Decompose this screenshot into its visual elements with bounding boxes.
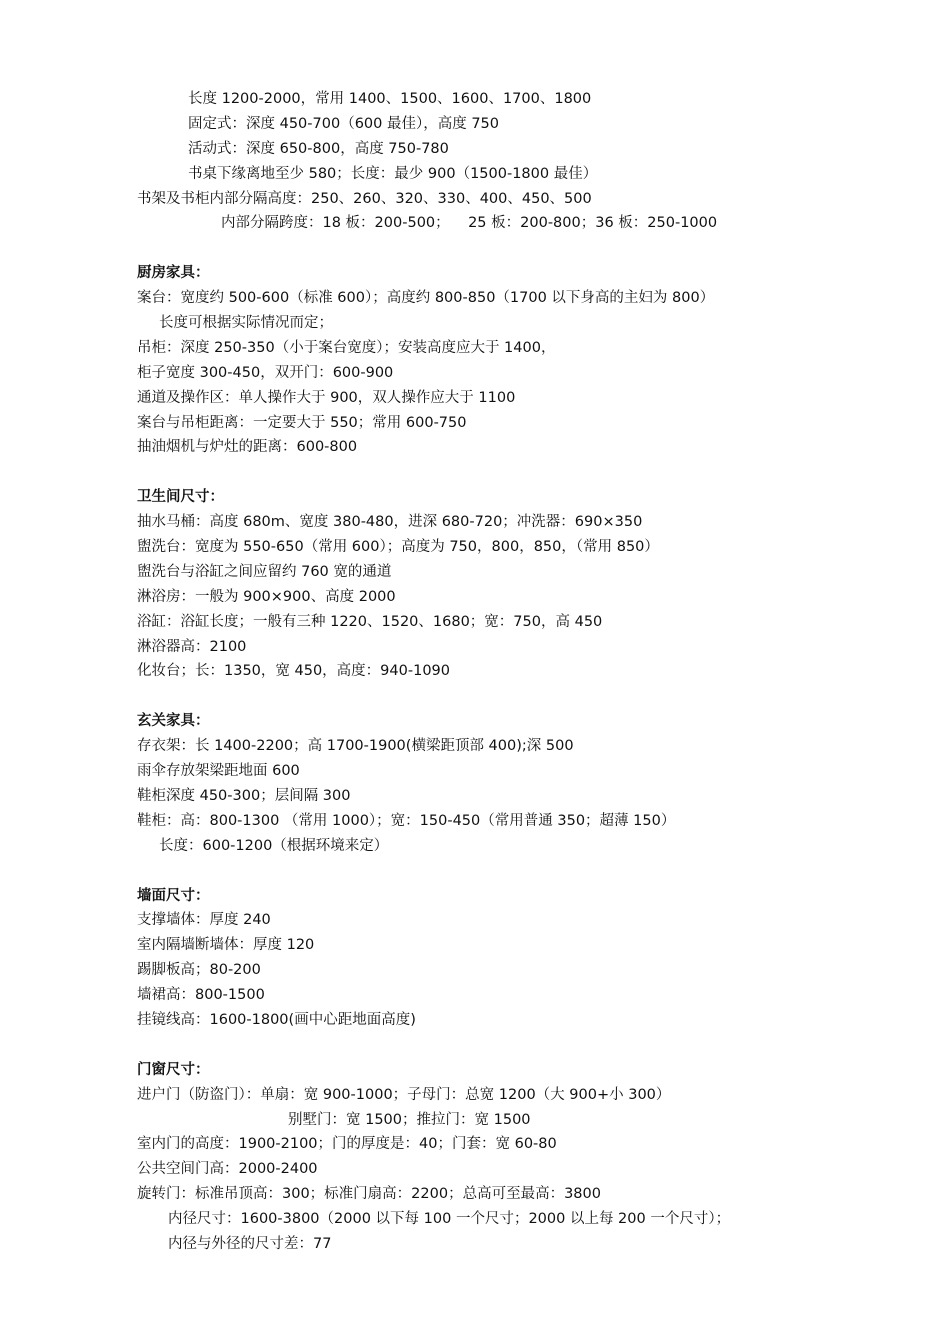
kitchen-line: 柜子宽度 300-450，双开门：600-900 bbox=[137, 364, 394, 381]
intro-line: 固定式：深度 450-700（600 最佳），高度 750 bbox=[188, 115, 500, 132]
kitchen-line: 通道及操作区：单人操作大于 900，双人操作应大于 1100 bbox=[137, 389, 516, 406]
section-heading-doors: 门窗尺寸： bbox=[137, 1061, 210, 1078]
entry-line: 鞋柜深度 450-300；层间隔 300 bbox=[137, 787, 351, 804]
wall-line: 支撑墙体：厚度 240 bbox=[137, 912, 271, 929]
spacer bbox=[137, 1033, 917, 1058]
doors-line: 旋转门：标准吊顶高：300；标准门扇高：2200；总高可至最高：3800 bbox=[137, 1186, 601, 1203]
kitchen-line: 案台与吊柜距离：一定要大于 550；常用 600-750 bbox=[137, 414, 467, 431]
kitchen-line: 长度可根据实际情况而定； bbox=[159, 315, 333, 332]
bathroom-line: 抽水马桶：高度 680m、宽度 380-480，进深 680-720；冲洗器：690×350 bbox=[137, 514, 643, 531]
spacer bbox=[137, 236, 917, 261]
intro-line: 活动式：深度 650-800，高度 750-780 bbox=[188, 140, 449, 157]
intro-line: 内部分隔跨度：18 板：200-500； 25 板：200-800；36 板：250-1000 bbox=[221, 215, 718, 232]
bathroom-line: 淋浴器高：2100 bbox=[137, 638, 247, 655]
doors-line: 进户门（防盗门）：单扇：宽 900-1000；子母门：总宽 1200（大 900+小 300） bbox=[137, 1086, 671, 1103]
kitchen-line: 吊柜：深度 250-350（小于案台宽度）；安装高度应大于 1400， bbox=[137, 339, 556, 356]
entry-line: 长度：600-1200（根据环境来定） bbox=[159, 837, 389, 854]
entry-line: 存衣架：长 1400-2200；高 1700-1900(横梁距顶部 400);深 500 bbox=[137, 738, 574, 755]
kitchen-line: 抽油烟机与炉灶的距离：600-800 bbox=[137, 439, 358, 456]
wall-line: 墙裙高：800-1500 bbox=[137, 987, 265, 1004]
bathroom-line: 盥洗台与浴缸之间应留约 760 宽的通道 bbox=[137, 563, 392, 580]
section-heading-kitchen: 厨房家具： bbox=[137, 265, 210, 282]
doors-line: 内径与外径的尺寸差：77 bbox=[168, 1235, 332, 1252]
section-heading-bathroom: 卫生间尺寸： bbox=[137, 489, 224, 506]
wall-line: 踢脚板高；80-200 bbox=[137, 962, 261, 979]
intro-line: 长度 1200-2000，常用 1400、1500、1600、1700、1800 bbox=[188, 91, 592, 107]
spacer bbox=[137, 859, 917, 884]
doors-line: 内径尺寸：1600-3800（2000 以下每 100 一个尺寸；2000 以上每 200 一个尺寸）； bbox=[168, 1211, 731, 1228]
spacer bbox=[137, 684, 917, 709]
document-body bbox=[137, 87, 917, 1257]
doors-line: 公共空间门高：2000-2400 bbox=[137, 1161, 318, 1178]
bathroom-line: 盥洗台：宽度为 550-650（常用 600）；高度为 750，800，850，（常用 850） bbox=[137, 539, 659, 556]
intro-line: 书架及书柜内部分隔高度：250、260、320、330、400、450、500 bbox=[137, 190, 592, 207]
bathroom-line: 化妆台；长：1350，宽 450，高度：940-1090 bbox=[137, 663, 450, 680]
kitchen-line: 案台：宽度约 500-600（标准 600）；高度约 800-850（1700 以下身高的主妇为 800） bbox=[137, 290, 715, 307]
doors-line: 室内门的高度：1900-2100；门的厚度是：40；门套：宽 60-80 bbox=[137, 1136, 557, 1153]
spacer bbox=[137, 460, 917, 485]
bathroom-line: 浴缸：浴缸长度；一般有三种 1220、1520、1680；宽：750，高 450 bbox=[137, 613, 603, 630]
wall-line: 室内隔墙断墙体：厚度 120 bbox=[137, 937, 315, 954]
section-heading-entry: 玄关家具： bbox=[137, 713, 210, 730]
section-heading-wall: 墙面尺寸： bbox=[137, 887, 210, 904]
entry-line: 雨伞存放架梁距地面 600 bbox=[137, 763, 300, 780]
wall-line: 挂镜线高：1600-1800(画中心距地面高度) bbox=[137, 1011, 416, 1028]
intro-line: 书桌下缘离地至少 580；长度：最少 900（1500-1800 最佳） bbox=[188, 165, 598, 182]
entry-line: 鞋柜：高：800-1300 （常用 1000）；宽：150-450（常用普通 350；超薄 150） bbox=[137, 812, 676, 829]
doors-line: 别墅门：宽 1500；推拉门：宽 1500 bbox=[288, 1111, 531, 1128]
bathroom-line: 淋浴房：一般为 900×900、高度 2000 bbox=[137, 588, 396, 605]
